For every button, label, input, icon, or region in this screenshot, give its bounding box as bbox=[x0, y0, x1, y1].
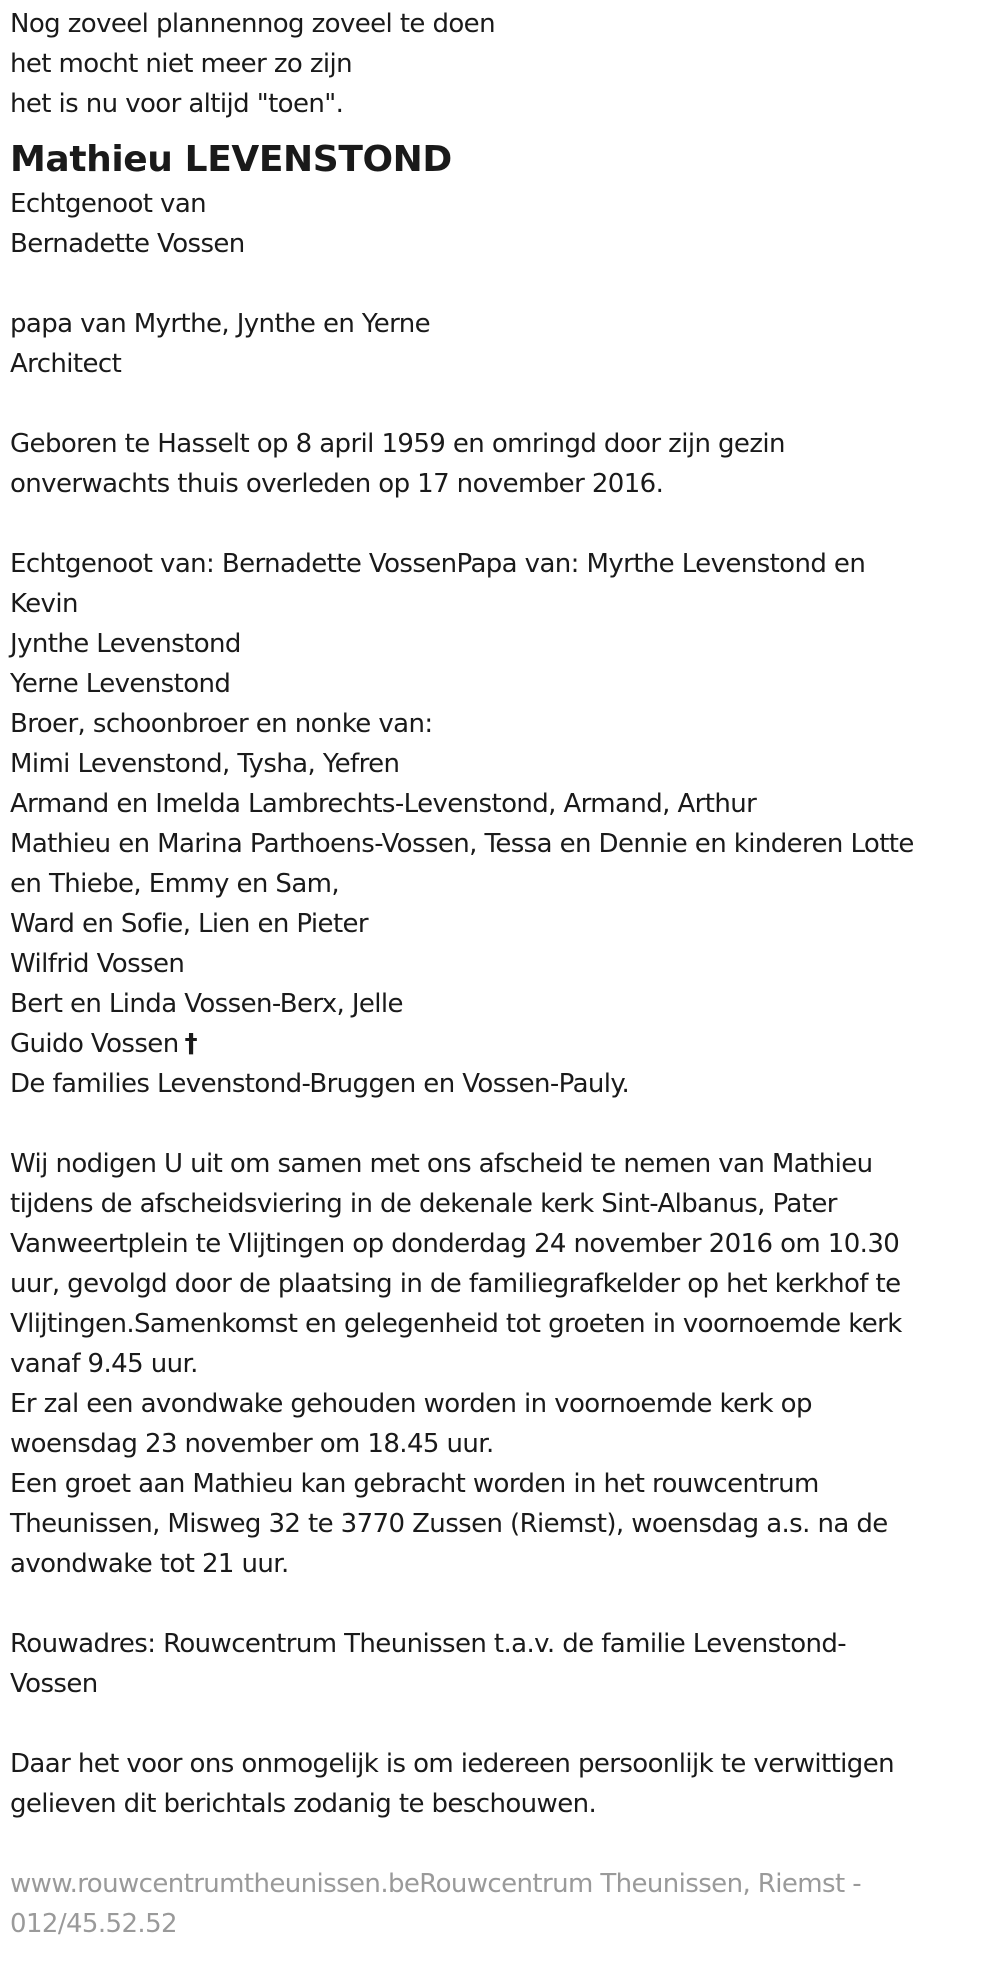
invitation-line: uur, gevolgd door de plaatsing in de familiegrafkelder op het kerkhof te bbox=[10, 1269, 901, 1299]
poem-line: Nog zoveel plannennog zoveel te doen bbox=[10, 9, 495, 39]
notice-line: Daar het voor ons onmogelijk is om iedereen persoonlijk te verwittigen bbox=[10, 1749, 894, 1779]
family-line: Mimi Levenstond, Tysha, Yefren bbox=[10, 749, 400, 779]
address-line: Rouwadres: Rouwcentrum Theunissen t.a.v. de familie Levenstond- bbox=[10, 1629, 847, 1659]
deceased-info bbox=[10, 184, 990, 384]
birth-death-line: Geboren te Hasselt op 8 april 1959 en omringd door zijn gezin bbox=[10, 429, 785, 459]
invitation bbox=[10, 1144, 990, 1584]
invitation-line: Een groet aan Mathieu kan gebracht worden in het rouwcentrum bbox=[10, 1469, 819, 1499]
spouse-label: Echtgenoot van bbox=[10, 189, 207, 219]
family-line: Ward en Sofie, Lien en Pieter bbox=[10, 909, 369, 939]
children-line: papa van Myrthe, Jynthe en Yerne bbox=[10, 309, 431, 339]
invitation-line: tijdens de afscheidsviering in de dekenale kerk Sint-Albanus, Pater bbox=[10, 1189, 837, 1219]
family-line-deceased bbox=[10, 1024, 990, 1064]
poem bbox=[10, 4, 990, 124]
cross-icon: † bbox=[184, 1029, 197, 1059]
invitation-line: Vlijtingen.Samenkomst en gelegenheid tot groeten in voornoemde kerk bbox=[10, 1309, 902, 1339]
footer bbox=[10, 1864, 990, 1944]
invitation-line: Er zal een avondwake gehouden worden in voornoemde kerk op bbox=[10, 1389, 812, 1419]
family-line: Armand en Imelda Lambrechts-Levenstond, Armand, Arthur bbox=[10, 789, 757, 819]
family-line: en Thiebe, Emmy en Sam, bbox=[10, 869, 340, 899]
mourning-address bbox=[10, 1624, 990, 1704]
notice bbox=[10, 1744, 990, 1824]
family-line: Broer, schoonbroer en nonke van: bbox=[10, 709, 433, 739]
family-line: Mathieu en Marina Parthoens-Vossen, Tessa en Dennie en kinderen Lotte bbox=[10, 829, 914, 859]
deceased-name: Mathieu LEVENSTOND bbox=[10, 139, 452, 180]
invitation-line: Theunissen, Misweg 32 te 3770 Zussen (Riemst), woensdag a.s. na de bbox=[10, 1509, 888, 1539]
family-line: Echtgenoot van: Bernadette VossenPapa van: Myrthe Levenstond en bbox=[10, 549, 866, 579]
invitation-line: woensdag 23 november om 18.45 uur. bbox=[10, 1429, 494, 1459]
birth-death-line: onverwachts thuis overleden op 17 november 2016. bbox=[10, 469, 664, 499]
footer-link[interactable]: www.rouwcentrumtheunissen.beRouwcentrum Theunissen, Riemst - bbox=[10, 1869, 861, 1899]
family-line: Yerne Levenstond bbox=[10, 669, 231, 699]
spouse-name: Bernadette Vossen bbox=[10, 229, 245, 259]
family-line: De families Levenstond-Bruggen en Vossen-Pauly. bbox=[10, 1069, 630, 1099]
invitation-line: Wij nodigen U uit om samen met ons afscheid te nemen van Mathieu bbox=[10, 1149, 873, 1179]
family-line: Bert en Linda Vossen-Berx, Jelle bbox=[10, 989, 403, 1019]
family-line-text: Guido Vossen bbox=[10, 1029, 179, 1059]
invitation-line: avondwake tot 21 uur. bbox=[10, 1549, 289, 1579]
profession: Architect bbox=[10, 349, 122, 379]
invitation-line: Vanweertplein te Vlijtingen op donderdag 24 november 2016 om 10.30 bbox=[10, 1229, 900, 1259]
family-line: Jynthe Levenstond bbox=[10, 629, 241, 659]
birth-death bbox=[10, 424, 990, 504]
family-list bbox=[10, 544, 990, 1104]
family-line: Wilfrid Vossen bbox=[10, 949, 185, 979]
family-line: Kevin bbox=[10, 589, 78, 619]
address-line: Vossen bbox=[10, 1669, 98, 1699]
poem-line: het is nu voor altijd "toen". bbox=[10, 89, 344, 119]
invitation-line: vanaf 9.45 uur. bbox=[10, 1349, 198, 1379]
notice-line: gelieven dit berichtals zodanig te beschouwen. bbox=[10, 1789, 597, 1819]
poem-line: het mocht niet meer zo zijn bbox=[10, 49, 353, 79]
footer-phone: 012/45.52.52 bbox=[10, 1909, 177, 1939]
